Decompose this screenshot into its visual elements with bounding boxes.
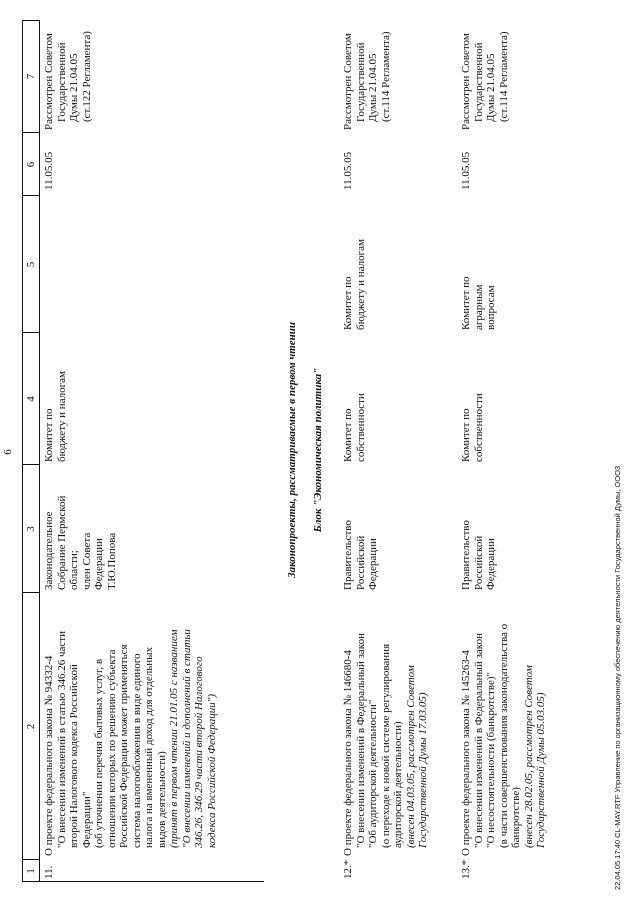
status-line: Думы 21.04.05 bbox=[68, 53, 80, 122]
table-header-col-5: 5 bbox=[25, 261, 37, 268]
status-line: Рассмотрен Советом bbox=[460, 33, 472, 130]
status-line: Думы 21.04.05 bbox=[367, 53, 379, 122]
description-line: О проекте федерального закона № 146680-4 bbox=[342, 650, 354, 856]
table-header-col-2: 2 bbox=[25, 723, 37, 730]
description-line: "О внесении изменений в Федеральный закон bbox=[472, 633, 485, 848]
description-line: "О внесении изменений в статью 346.26 части bbox=[55, 631, 68, 848]
row-status bbox=[460, 31, 510, 130]
initiator-line: Федерации bbox=[93, 538, 105, 590]
co-committee-line: Комитет по bbox=[342, 276, 354, 330]
initiator-line: Собрание Пермской bbox=[55, 495, 68, 590]
row-description bbox=[460, 624, 548, 856]
block-title: Блок "Экономическая политика" bbox=[312, 367, 324, 533]
status-line: Рассмотрен Советом bbox=[43, 33, 55, 130]
description-line: налога на вмененный доход для отдельных bbox=[143, 646, 155, 848]
description-line: Федерации" bbox=[80, 791, 93, 848]
committee-line: Комитет по bbox=[342, 408, 354, 462]
status-line: Рассмотрен Советом bbox=[342, 33, 354, 130]
description-line: (об уточнении перечня бытовых услуг, в bbox=[93, 658, 105, 848]
table-header-col-7: 7 bbox=[25, 73, 37, 80]
table-header-col-4: 4 bbox=[25, 396, 37, 402]
description-line: О проекте федерального закона № 145263-4 bbox=[460, 650, 472, 856]
initiator-line: Российской bbox=[354, 535, 367, 590]
initiator-line: Федерации bbox=[485, 538, 497, 590]
row-status bbox=[342, 31, 392, 130]
row-number: 11. bbox=[43, 865, 55, 879]
description-note-line: (принят в первом чтении 21.01.05 с названием bbox=[168, 629, 180, 848]
description-line: система налогообложения в виде единого bbox=[130, 653, 143, 848]
page-number: 6 bbox=[2, 449, 14, 455]
description-note-line: кодекса Российской Федерации") bbox=[205, 694, 218, 848]
co-committee-line: вопросам bbox=[485, 285, 497, 330]
table-header-col-3: 3 bbox=[25, 526, 37, 532]
row-number: 12.* bbox=[342, 859, 354, 879]
committee-line: собственности bbox=[354, 393, 367, 462]
initiator-line: Правительство bbox=[460, 520, 472, 590]
status-line: (ст.114 Регламента) bbox=[497, 31, 510, 122]
description-note-line: Государственной Думы 17.03.05) bbox=[417, 692, 429, 848]
committee-line: Комитет по bbox=[460, 408, 472, 462]
committee-line: собственности bbox=[472, 393, 485, 462]
initiator-line: Законодательное bbox=[43, 511, 55, 590]
row-description bbox=[342, 633, 430, 856]
committee-line: Комитет по bbox=[43, 408, 55, 462]
status-line: (ст.122 Регламента) bbox=[80, 31, 93, 122]
description-note-line: (внесен 04.03.05, рассмотрен Советом bbox=[404, 665, 417, 848]
row-committee bbox=[342, 393, 367, 462]
row-committee bbox=[43, 371, 68, 462]
initiator-line: области; bbox=[68, 550, 80, 590]
row-initiator bbox=[460, 520, 498, 590]
row-initiator bbox=[43, 496, 118, 590]
table-header-bottom-border bbox=[39, 20, 40, 882]
row-status bbox=[43, 31, 93, 130]
initiator-line: Федерации bbox=[367, 538, 379, 590]
description-note-line: "О внесении изменений и дополнений в статьи bbox=[180, 629, 193, 848]
description-note-line: 346.26, 346.29 части второй Налогового bbox=[193, 656, 205, 848]
row-date: 11.05.05 bbox=[342, 151, 354, 190]
status-line: (ст.114 Регламента) bbox=[379, 31, 392, 122]
section-title: Законопроекты, рассматриваемые в первом чтении bbox=[286, 322, 298, 578]
status-line: Государственной bbox=[472, 42, 485, 122]
row-description bbox=[43, 629, 218, 856]
status-line: Государственной bbox=[55, 42, 68, 122]
description-line: "О внесении изменений в Федеральный закон bbox=[354, 633, 367, 848]
row-co-committee bbox=[342, 239, 367, 330]
co-committee-line: бюджету и налогам bbox=[354, 239, 367, 330]
row-co-committee bbox=[460, 276, 498, 330]
committee-line: бюджету и налогам bbox=[55, 371, 68, 462]
description-line: (о переходе к новой системе регулирования bbox=[379, 643, 392, 848]
status-line: Государственной bbox=[354, 42, 367, 122]
table-header-col-6: 6 bbox=[25, 161, 37, 168]
description-line: "Об аудиторской деятельности" bbox=[367, 699, 379, 848]
description-line: второй Налогового кодекса Российской bbox=[68, 664, 80, 848]
description-note-line: Государственной Думы 05.03.05) bbox=[535, 692, 547, 848]
description-line: "О несостоятельности (банкротстве)" bbox=[485, 672, 497, 848]
row-date: 11.05.05 bbox=[43, 151, 55, 190]
table-header-col-1: 1 bbox=[25, 868, 37, 874]
initiator-line: Правительство bbox=[342, 520, 354, 590]
row-date: 11.05.05 bbox=[460, 151, 472, 190]
footer-file-info: 22.04.05 17:40 CL-MAY.RTF Управление по организационному обеспечению деятельности Государственной Думы, ООО3 bbox=[613, 465, 622, 890]
description-line: банкротстве) bbox=[510, 787, 522, 848]
row-initiator bbox=[342, 520, 380, 590]
description-line: отношении которых по решению субъекта bbox=[105, 649, 118, 848]
table-left-border bbox=[22, 881, 264, 882]
description-line: видов деятельности) bbox=[155, 751, 168, 848]
description-line: аудиторской деятельности) bbox=[392, 721, 404, 848]
description-note-line: (внесен 28.02.05, рассмотрен Советом bbox=[522, 665, 535, 848]
row-committee bbox=[460, 393, 485, 462]
initiator-line: член Совета bbox=[80, 532, 93, 590]
row-number: 13.* bbox=[460, 859, 472, 879]
initiator-line: Российской bbox=[472, 535, 485, 590]
initiator-line: Т.Ю.Попова bbox=[105, 532, 118, 590]
status-line: Думы 21.04.05 bbox=[485, 53, 497, 122]
description-line: (в части совершенствования законодательства о bbox=[497, 623, 510, 848]
co-committee-line: аграрным bbox=[472, 284, 485, 330]
description-line: Российской Федерации может применяться bbox=[118, 644, 130, 848]
co-committee-line: Комитет по bbox=[460, 276, 472, 330]
description-line: О проекте федерального закона № 94332-4 bbox=[43, 655, 55, 856]
